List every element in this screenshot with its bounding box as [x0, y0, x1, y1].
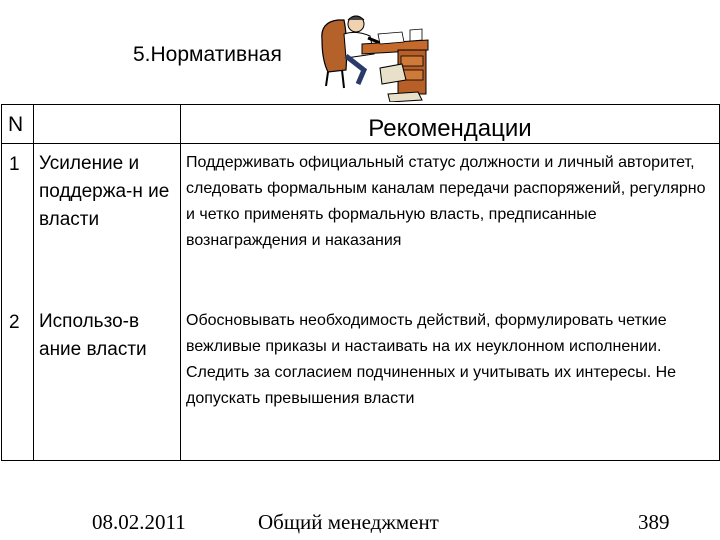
recommendations-table [1, 104, 720, 461]
row-recommendation: Поддерживать официальный статус должности и личный авторитет, следовать формальным каналам передачи распоряжений, регулярно и четко применять формальную власть, предписанные вознаграждения и наказания [186, 154, 706, 249]
row-recommendation: Обосновывать необходимость действий, формулировать четкие вежливые приказы и настаивать на их неуклонном исполнении. Следить за согласием подчиненных и учитывать их интересы. Не допускать превышения власти [186, 312, 677, 407]
column-header-recommendations: Рекомендации [181, 105, 720, 144]
row-number: 1 [9, 154, 20, 175]
footer-date: 08.02.2011 [92, 510, 186, 534]
row-number: 2 [9, 312, 20, 333]
office-worker-at-desk-icon [318, 10, 430, 102]
table-body-row [2, 144, 720, 461]
footer-course: Общий менеджмент [258, 510, 439, 534]
table-header-row [2, 105, 720, 144]
row-name: Усиление и поддержа-н ие власти [39, 153, 170, 230]
name-cell [34, 144, 181, 461]
footer-page-number: 389 [638, 510, 670, 534]
recommendation-cell [181, 144, 720, 461]
number-cell [2, 144, 34, 461]
column-header-empty [34, 105, 181, 144]
column-header-n: N [2, 105, 34, 144]
slide-title: 5.Нормативная [133, 43, 282, 66]
row-name: Использо-в ание власти [39, 311, 147, 360]
